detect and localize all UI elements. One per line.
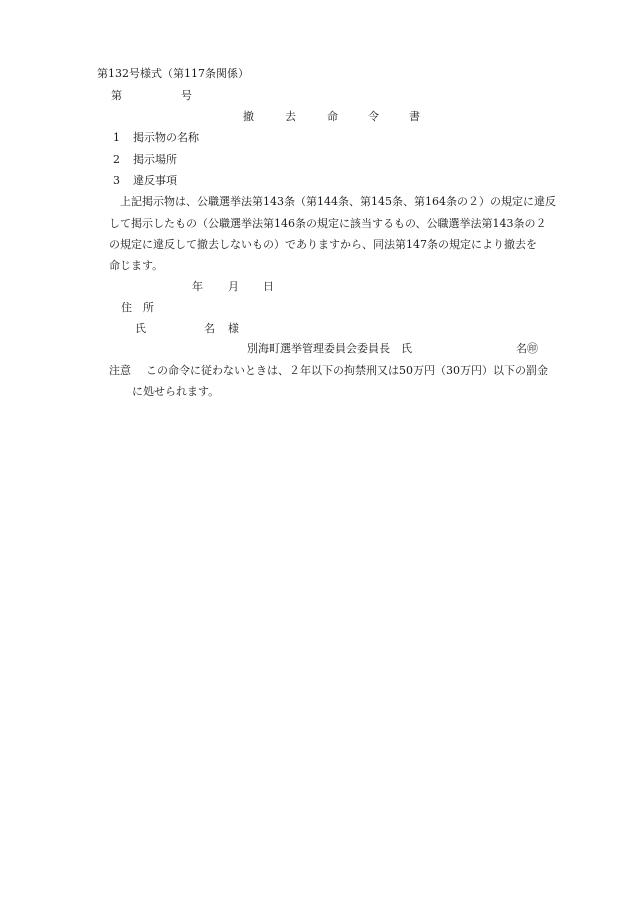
notice-line-2: に処せられます。 <box>132 385 220 398</box>
name-shi: 氏 <box>135 322 146 335</box>
title-char-2: 去 <box>285 110 296 123</box>
number-suffix: 号 <box>181 89 192 102</box>
title-char-3: 命 <box>327 110 338 123</box>
form-header: 第132号様式（第117条関係） <box>97 67 249 80</box>
body-line-1: 上記掲示物は、公職選挙法第143条（第144条、第145条、第164条の２）の規定に違反 <box>120 195 556 208</box>
item-1-label: 掲示物の名称 <box>133 131 199 144</box>
name-sama: 様 <box>228 322 239 335</box>
address-label: 住 所 <box>121 301 154 314</box>
date-day: 日 <box>263 280 274 293</box>
item-2-label: 掲示場所 <box>133 153 177 166</box>
issuer-title: 別海町選挙管理委員会委員長 氏 <box>247 342 412 355</box>
notice-line-1: この命令に従わないときは、２年以下の拘禁刑又は50万円（30万円）以下の罰金 <box>146 364 548 377</box>
issuer-seal: 名㊞ <box>516 342 538 355</box>
item-3-label: 違反事項 <box>133 174 177 187</box>
title-char-1: 撤 <box>243 110 254 123</box>
title-char-5: 書 <box>409 110 420 123</box>
item-3-number: 3 <box>113 174 120 187</box>
title-char-4: 令 <box>368 110 379 123</box>
body-line-2: して掲示したもの（公職選挙法第146条の規定に該当するもの、公職選挙法第143条の２ <box>109 217 547 230</box>
name-mei: 名 <box>204 322 215 335</box>
body-line-3: の規定に違反して撤去しないもの）でありますから、同法第147条の規定により撤去を <box>109 238 537 251</box>
item-2-number: 2 <box>113 153 120 166</box>
date-month: 月 <box>228 280 239 293</box>
body-line-4: 命じます。 <box>109 259 164 272</box>
number-prefix: 第 <box>111 89 122 102</box>
item-1-number: 1 <box>113 131 120 144</box>
notice-label: 注意 <box>109 364 131 377</box>
date-year: 年 <box>192 280 203 293</box>
